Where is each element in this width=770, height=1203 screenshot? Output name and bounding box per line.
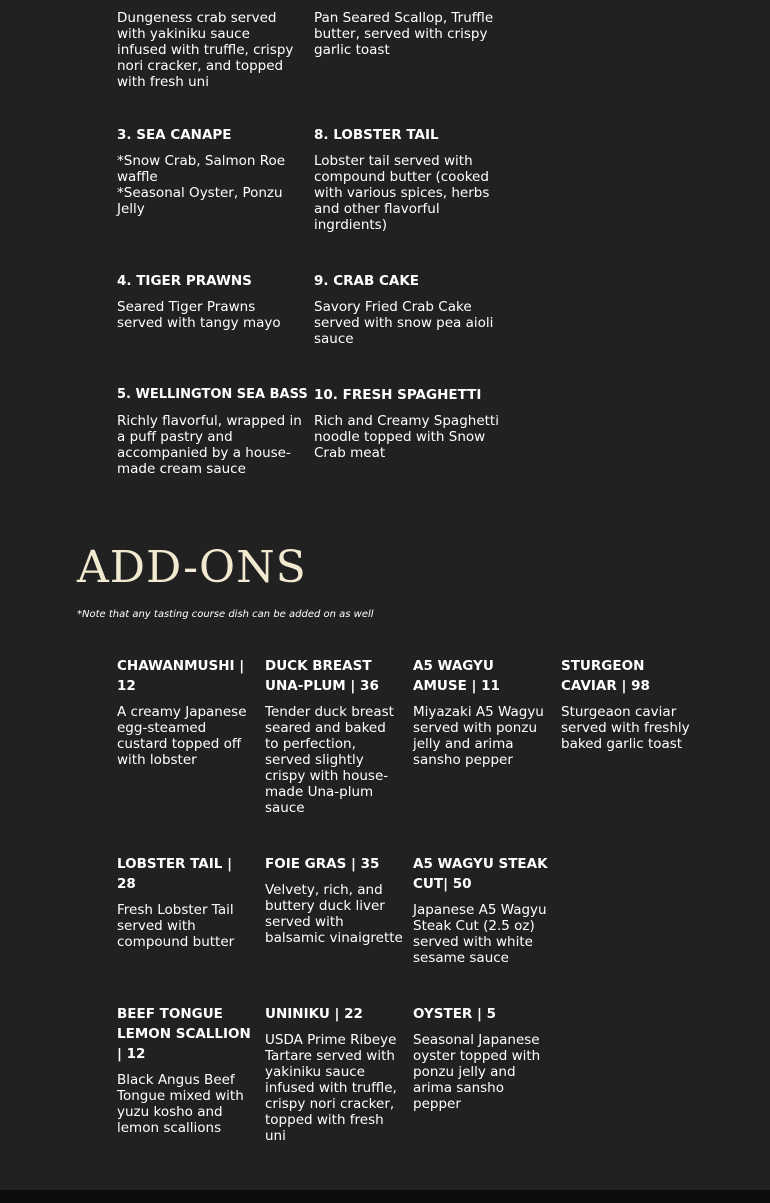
addon-item bbox=[117, 656, 255, 768]
addon-item bbox=[413, 656, 551, 768]
tasting-item bbox=[314, 385, 499, 461]
addon-item bbox=[561, 656, 699, 752]
addon-item-title: DUCK BREAST UNA-PLUM | 36 bbox=[265, 658, 379, 694]
addon-item-title: FOIE GRAS | 35 bbox=[265, 856, 380, 872]
addon-item-title: A5 WAGYU AMUSE | 11 bbox=[413, 658, 500, 694]
addon-item-desc: Miyazaki A5 Wagyu served with ponzu jelly and arima sansho pepper bbox=[413, 704, 544, 768]
addon-item-title: STURGEON CAVIAR | 98 bbox=[561, 658, 650, 694]
tasting-item bbox=[117, 125, 302, 217]
tasting-item-desc: Dungeness crab served with yakiniku sauce infused with truffle, crispy nori cracker, and topped with fresh uni bbox=[117, 10, 294, 90]
tasting-item bbox=[314, 10, 499, 58]
addon-item bbox=[265, 1004, 403, 1144]
tasting-item bbox=[314, 125, 499, 233]
tasting-item-desc: Pan Seared Scallop, Truffle butter, served with crispy garlic toast bbox=[314, 10, 494, 58]
tasting-item-desc: Rich and Creamy Spaghetti noodle topped with Snow Crab meat bbox=[314, 413, 499, 461]
addon-item-desc: USDA Prime Ribeye Tartare served with yakiniku sauce infused with truffle, crispy nori cracker, topped with fresh uni bbox=[265, 1032, 397, 1144]
tasting-item-title: 3. SEA CANAPE bbox=[117, 127, 232, 143]
tasting-item-title: 4. TIGER PRAWNS bbox=[117, 273, 252, 289]
addon-item-desc: Seasonal Japanese oyster topped with ponzu jelly and arima sansho pepper bbox=[413, 1032, 541, 1112]
addon-item bbox=[117, 1004, 255, 1136]
addon-item-title: BEEF TONGUE LEMON SCALLION | 12 bbox=[117, 1006, 251, 1062]
addon-item bbox=[413, 854, 551, 966]
addon-item-title: LOBSTER TAIL | 28 bbox=[117, 856, 233, 892]
footer-bar bbox=[0, 1190, 770, 1203]
addon-item-desc: Sturgeaon caviar served with freshly baked garlic toast bbox=[561, 704, 690, 752]
addon-item-title: UNINIKU | 22 bbox=[265, 1006, 363, 1022]
tasting-item-desc: Savory Fried Crab Cake served with snow pea aioli sauce bbox=[314, 299, 494, 347]
tasting-item bbox=[117, 271, 302, 331]
addon-item-desc: Black Angus Beef Tongue mixed with yuzu kosho and lemon scallions bbox=[117, 1072, 244, 1136]
tasting-item-title: 5. WELLINGTON SEA BASS bbox=[117, 387, 308, 402]
tasting-item-desc: Richly flavorful, wrapped in a puff pastry and accompanied by a house-made cream sauce bbox=[117, 413, 302, 477]
addon-item-title: A5 WAGYU STEAK CUT| 50 bbox=[413, 856, 548, 892]
addon-item-title: CHAWANMUSHI | 12 bbox=[117, 658, 245, 694]
tasting-item-desc: *Snow Crab, Salmon Roe waffle *Seasonal Oyster, Ponzu Jelly bbox=[117, 153, 286, 217]
tasting-item bbox=[117, 10, 302, 90]
tasting-item-desc: Lobster tail served with compound butter (cooked with various spices, herbs and other flavorful ingrdients) bbox=[314, 153, 490, 233]
addons-heading: ADD-ONS bbox=[77, 542, 307, 593]
addon-item bbox=[413, 1004, 551, 1112]
addon-item bbox=[265, 656, 403, 816]
addon-item bbox=[265, 854, 403, 946]
tasting-item-title: 10. FRESH SPAGHETTI bbox=[314, 387, 482, 403]
addon-item-desc: Tender duck breast seared and baked to perfection, served slightly crispy with house-made Una-plum sauce bbox=[265, 704, 394, 816]
addon-item-desc: A creamy Japanese egg-steamed custard topped off with lobster bbox=[117, 704, 247, 768]
tasting-item-desc: Seared Tiger Prawns served with tangy mayo bbox=[117, 299, 281, 331]
tasting-item bbox=[314, 271, 499, 347]
addon-item-title: OYSTER | 5 bbox=[413, 1006, 497, 1022]
addon-item-desc: Velvety, rich, and buttery duck liver served with balsamic vinaigrette bbox=[265, 882, 403, 946]
addon-item-desc: Fresh Lobster Tail served with compound butter bbox=[117, 902, 235, 950]
addon-item-desc: Japanese A5 Wagyu Steak Cut (2.5 oz) served with white sesame sauce bbox=[413, 902, 547, 966]
tasting-item bbox=[117, 385, 309, 477]
addons-note: *Note that any tasting course dish can be added on as well bbox=[77, 609, 374, 620]
tasting-item-title: 9. CRAB CAKE bbox=[314, 273, 420, 289]
addon-item bbox=[117, 854, 255, 950]
tasting-item-title: 8. LOBSTER TAIL bbox=[314, 127, 439, 143]
